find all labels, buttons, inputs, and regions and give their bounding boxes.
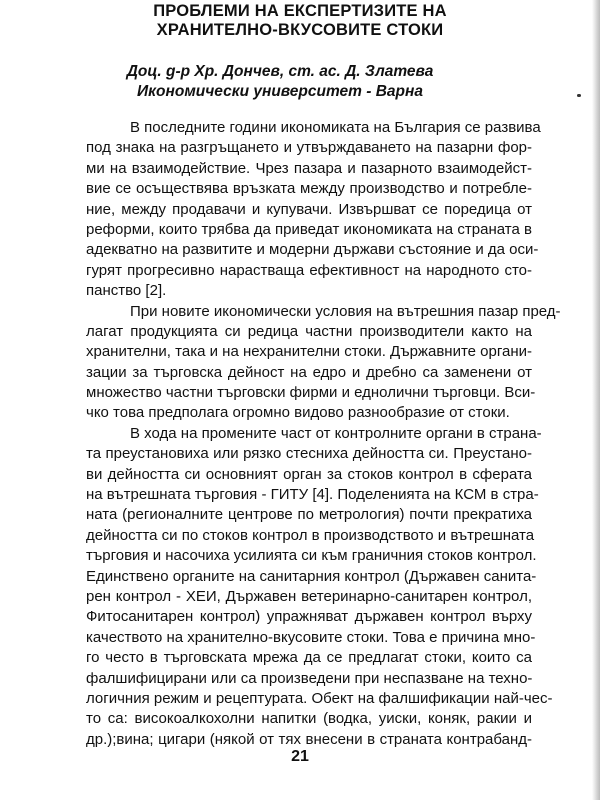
body-line: ми на взаимодействие. Чрез пазара и пазарното взаимодейст- xyxy=(86,159,532,177)
body-line: фалшифицирани или са произведени при неспазване на техно- xyxy=(86,669,533,687)
body-line: то са: високоалкохолни напитки (водка, уиски, коняк, ракии и xyxy=(86,710,532,728)
body-line: хранителни, така и на нехранителни стоки. Държавните органи- xyxy=(86,343,532,361)
body-line: дейността си по стоков контрол в производството и вътрешната xyxy=(86,526,535,544)
body-line: При новите икономически условия на вътрешния пазар пред- xyxy=(130,302,561,320)
body-line: логичния режим и рецептурата. Обект на фалшификации най-чес- xyxy=(86,689,553,707)
article-title xyxy=(80,2,520,40)
body-line: адекватно на развитите и модерни държави състояние и да оси- xyxy=(86,241,539,259)
body-line: панство [2]. xyxy=(86,282,167,300)
scan-speck xyxy=(577,94,581,97)
body-line: търговия и насочиха усилията си към граничния стоков контрол. xyxy=(86,547,537,565)
body-line: В последните години икономиката на България се развива xyxy=(130,119,541,136)
title-line-2: ХРАНИТЕЛНО-ВКУСОВИТЕ СТОКИ xyxy=(156,21,444,39)
body-line: лагат продукцията си редица частни производители както на xyxy=(86,322,532,340)
body-line: ната (регионалните центрове по метрология) почти прекратиха xyxy=(86,506,532,524)
body-line: под знака на разгръщането и утвърждаването на пазарни фор- xyxy=(86,139,532,157)
body-line: на вътрешната търговия - ГИТУ [4]. Поделенията на КСМ в стра- xyxy=(86,486,539,504)
body-line: качеството на хранително-вкусовите стоки. Това е причина мно- xyxy=(86,628,536,646)
body-line: зации за търговска дейност на едро и дребно са заменени от xyxy=(86,363,532,381)
body-line: др.);вина; цигари (някой от тях внесени в страната контрабанд- xyxy=(86,730,532,748)
author-names: Доц. g-р Хр. Дончев, ст. ас. Д. Златева xyxy=(126,63,434,80)
author-block xyxy=(60,62,500,102)
body-line: ние, между продавачи и купувачи. Извършват се поредица от xyxy=(86,200,532,218)
author-affiliation: Икономически университет - Варна xyxy=(137,83,423,100)
binding-shadow xyxy=(592,0,600,800)
body-line: та преустановиха или рязко стесниха дейността си. Преустано- xyxy=(86,445,532,463)
body-line: рен контрол - ХЕИ, Държавен ветеринарно-санитарен контрол, xyxy=(86,587,532,605)
body-line: Фитосанитарен контрол) упражняват държавен контрол върху xyxy=(86,608,532,626)
body-line: чко това предполага огромно видово разнообразие от стоки. xyxy=(86,404,510,422)
body-line: Единствено органите на санитарния контрол (Държавен санита- xyxy=(86,567,537,585)
body-line: го често в търговската мрежа да се предлагат стоки, които са xyxy=(86,649,532,667)
body-line: реформи, които трябва да приведат икономиката на страната в xyxy=(86,220,532,238)
body-line: гурят прогресивно нарастваща ефективност на народното сто- xyxy=(86,261,532,279)
body-line: вие се осъществява връзката между производство и потребле- xyxy=(86,180,532,198)
body-line: ви дейността си основният орган за стоков контрол в сферата xyxy=(86,465,532,483)
body-line: множество частни търговски фирми и еднолични търговци. Вси- xyxy=(86,384,536,402)
title-line-1: ПРОБЛЕМИ НА ЕКСПЕРТИЗИТЕ НА xyxy=(153,2,447,20)
page-number: 21 xyxy=(291,748,309,765)
article-body xyxy=(86,118,561,750)
body-line: В хода на промените част от контролните органи в страна- xyxy=(130,424,542,442)
